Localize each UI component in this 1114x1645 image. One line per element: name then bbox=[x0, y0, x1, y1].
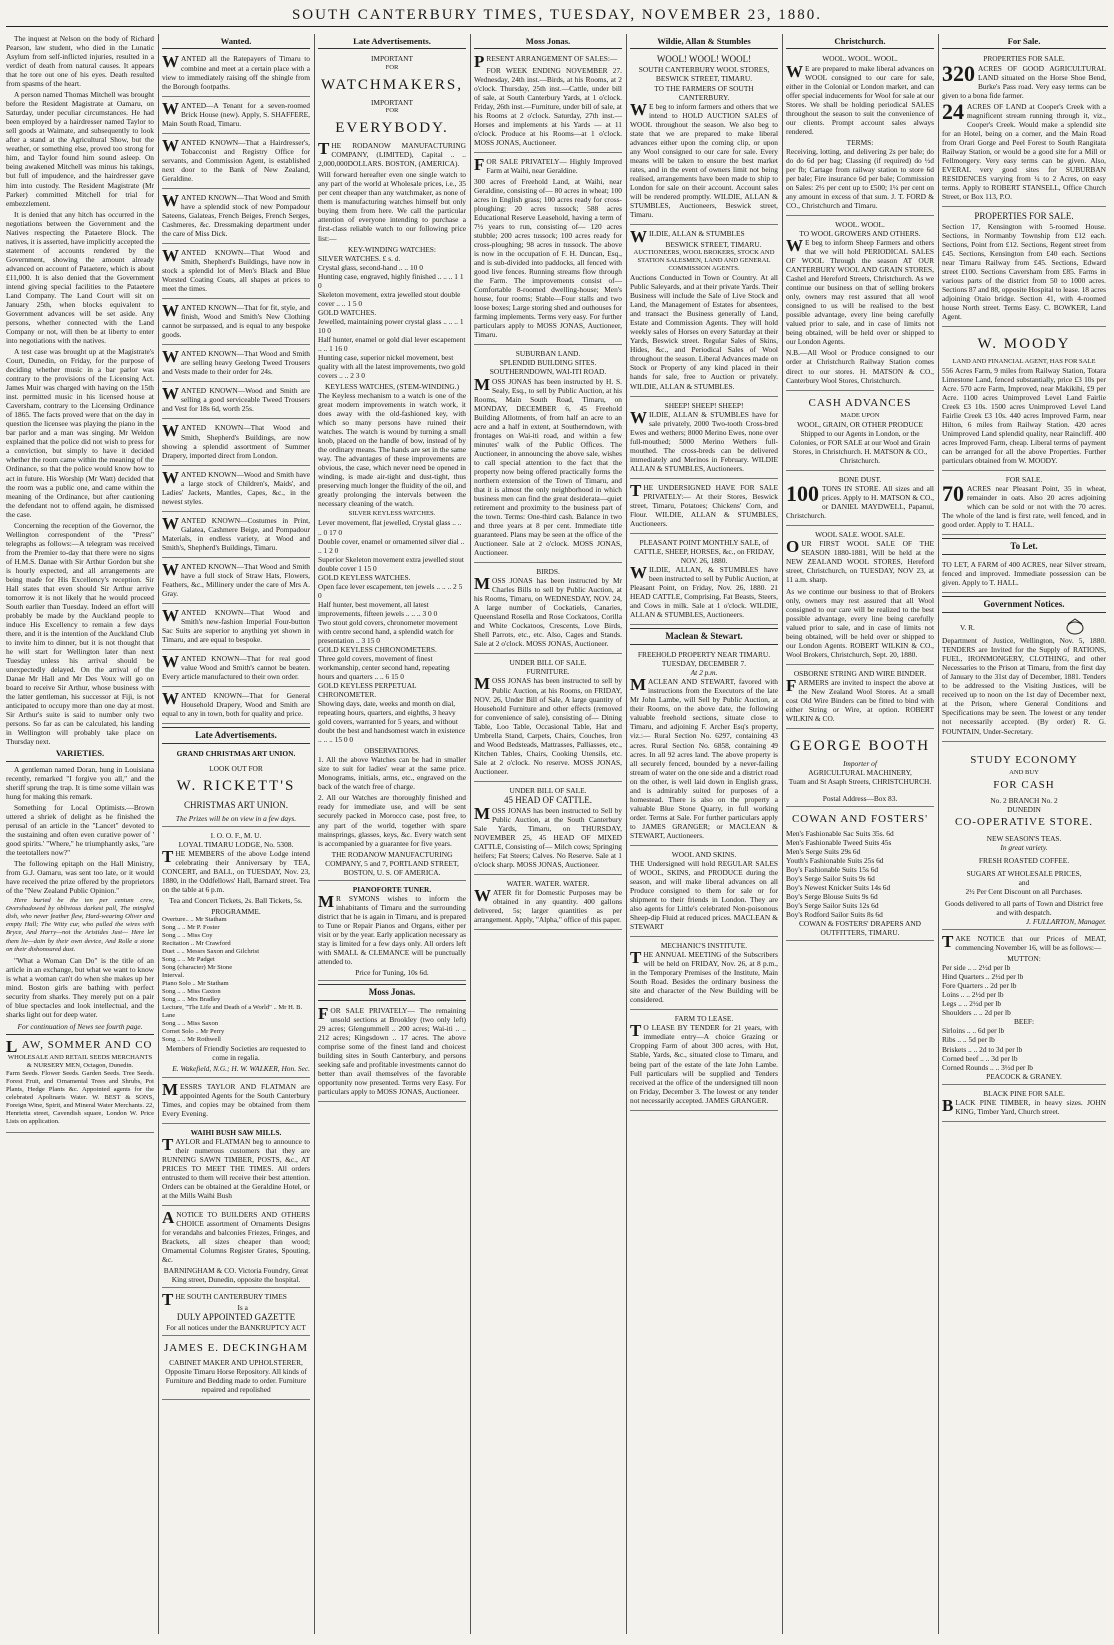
late-ads-heading: Late Advertisements. bbox=[162, 727, 310, 744]
wildie-heading: Wildie, Allan & Stumbles bbox=[630, 36, 778, 49]
price-row: Double cover, enamel or ornamented silver dial .. .. 1 2 0 bbox=[318, 536, 465, 555]
news-paragraph: A person named Thomas Mitchell was brought before the Resident Magistrate at Oamaru, on Saturday, under peculiar circumstances. He had been employed by a hairdresser named Taylor to sell goods at Waimate, and subsequently to look after a stand at the Agricultural Show, but the weather, or something else, proved too strong for him, and Taylor found him sound asleep. On being awakened Mitchell was minus his takings, but full of impudence, and the hairdresser gave him into custody. The Resident Magistrate (Mr Parker) committed Mitchell for trial for embezzlement. bbox=[6, 90, 154, 208]
price-row: Skeleton movement, extra jewelled stout double cover .. .. 1 5 0 bbox=[318, 289, 461, 308]
ad-wool-sale: WOOL SALE. WOOL SALE. OUR FIRST WOOL SALE OF THE SEASON 1880-1881, Will be held at the NEW ZEALAND WOOL STORES, Hereford street, Christchurch, on TUESDAY, NOV 23, at 11 a.m. sharp. As we continue our business to that of Brokers only, owners may rest assured that all Wool consigned to our care will be realized to the best possible advantage, every line being carefully valued prior to sale, and in case of limits not being obtained, will be held over or shipped to our London Agents. ROBERT WILKIN & CO., Wool Brokers, Christchurch, Sept. 20, 1880. bbox=[786, 528, 934, 664]
wanted-ad: WANTED KNOWN—That for real good value Wood and Smith's cannot be beaten. Every article manufactured to their own order. bbox=[162, 652, 310, 687]
column-rule bbox=[938, 34, 939, 1634]
wanted-ad: WANTED all the Ratepayers of Timaru to combine and meet at a certain place with a view to immediately raising off the shingle from the Borough footpaths. bbox=[162, 52, 310, 96]
price-row: GOLD KEYLESS PERPETUAL CHRONOMETER. bbox=[318, 681, 417, 700]
wanted-ad: WANTED KNOWN—That Wood and Smith, Shepherd's Buildings, are now showing a splendid assortment of Summer Drapery, imported direct from London. bbox=[162, 421, 310, 465]
column-wildie-allan bbox=[630, 34, 778, 1634]
ad-cash-advances: CASH ADVANCES MADE UPON WOOL, GRAIN, OR OTHER PRODUCE Shipped to our Agents in London, or the Colonies, or FOR SALE at our Wool and Grain Stores, in Christchurch. H. MATSON & CO., Christchurch. bbox=[786, 393, 934, 472]
wanted-ad: WANTED—A Tenant for a seven-roomed Brick House (new). Apply, S. SHAFFERE, Main South Road, Timaru. bbox=[162, 99, 310, 134]
government-notices-heading: Government Notices. bbox=[942, 596, 1106, 613]
for-sale-heading: For Sale. bbox=[942, 36, 1106, 49]
price-row: GOLD KEYLESS WATCHES. bbox=[318, 572, 411, 582]
column-moss-jonas bbox=[474, 34, 622, 1634]
christchurch-heading: Christchurch. bbox=[786, 36, 934, 49]
ad-pleasant-point: PLEASANT POINT MONTHLY SALE, of CATTLE, SHEEP, HORSES, &c., on FRIDAY, NOV. 26, 1880. WILDIE, ALLAN, & STUMBLES have been instructed to sell by Public Auction, at Pleasant Point, on Friday, Nov. 26, 1880. 21 HEAD CATTLE, Comprising, Fat Beasts, Steers, and Cows in milk. Sale at 1 o'clock. WILDIE, ALLAN & STUMBLES, Auctioneers. bbox=[630, 536, 778, 625]
ad-barningham: ANOTICE TO BUILDERS AND OTHERS CHOICE assortment of Ornaments Designs for verandahs and balconies Friezes, Fringes, and Brackets, all sizes cheaper than wood; Ornamental Columns Register Grates, Spouting, &c. BARNINGHAM & CO. Victoria Foundry, Great King street, Dunedin, opposite the hospital. bbox=[162, 1208, 310, 1288]
ad-ford-wool: WOOL. WOOL. WOOL. W E are prepared to make liberal advances on WOOL consigned to our care for sale, either in the Colonial or London market, and can offer special inducements for Wool for sale at our Stores. We shall be holding periodical SALES throughout the season to suit the convenience of our clients. Prompt account sales always rendered. TERMS: Receiving, lotting, and delivering 2s per bale; do do do 6d per bag; Classing (if required) do ½d per fb; Cartage from railway station to store 6d per bale; Fire insurance 6d per bale; Commission on Sales: 2½ per cent up to £500; 1¼ per cent on any amount in excess of that sum. J. T. FORD & CO., Christchurch and Timaru. bbox=[786, 52, 934, 216]
price-row: Men's Fashionable Sac Suits 35s. 6d bbox=[786, 828, 894, 838]
price-row: Briskets .. .. 2d to 3d per lb bbox=[942, 1044, 1023, 1054]
price-row: Boy's Serge Sailor Suits 12s 6d bbox=[786, 901, 879, 911]
price-row: Loins .. .. 2½d per lb bbox=[942, 990, 1004, 1000]
ad-water: WATER. WATER. WATER. WATER fit for Domestic Purposes may be obtained in any quantity. 400 gallons delivered, 5s; larger quantities as per arrangement. Apply, "Alpha," office of this paper. bbox=[474, 877, 622, 930]
price-row: Hunting case, engraved, highly finished .. .. .. 1 1 0 bbox=[318, 271, 464, 290]
mutton-price-list bbox=[942, 963, 1106, 1017]
programme-item: Song .. .. Mr Padget bbox=[162, 956, 215, 964]
ad-rodanow-watches: IMPORTANT FOR WATCHMAKERS, IMPORTANT FOR EVERYBODY. THE RODANOW MANUFACTURING COMPANY, (LIMITED), Capital .. .. 2,000,000DOLLARS. BOSTON, (AMERICA). Will forward hereafter even one single watch to any part of the world at Wholesale prices, i.e., 35 per cent cheaper than any watchmaker, as none of them is manufacturing watches himself but only buying them from here. We call the particular attention of everyone intending to purchase a first-class reliable watch to our following price list:— KEY-WINDING WATCHES: SILVER WATCHES. £ s. d. Crystal glass, second-hand .. .. 10 0 Hunting case, engraved, highly finished .. .. .. 1 1 0 Skeleton movement, extra jewelled stout double cover .. .. 1 5 0 GOLD WATCHES. Jewelled, maintaining power crystal glass .. .. .. 1 10 0 Half hunter, enamel or gold dial lever escapement .. .. 1 16 0 Hunting case, superior nickel movement, best quality with all the latest improvements, two gold covers .. .. 2 3 0 KEYLESS WATCHES, (STEM-WINDING.) The Keyless mechanism to a watch is one of the great modern improvements in watch work, it does away with the old-fashioned key, with which so many persons have ruined their watches. The watch is wound by turning a small knob, placed on the handle of bow, instead of by the ordinary means. The hands are set in the same way. The advantages of these improvements are obvious, the case, which never need be opened in winding, is made air-tight and dust-tight, thus preserving much longer the fluidity of the oil, and greatly prolonging the intervals between the necessary cleaning of the watch. SILVER KEYLESS WATCHES. Lever movement, flat jewelled, Crystal glass .. .. .. 0 17 0 Double cover, enamel or ornamented silver dial .. .. 1 2 0 Superior Skeleton movement extra jewelled stout double cover 1 15 0 GOLD KEYLESS WATCHES. Open face lever escapement, ten jewels .. .. .. 2 5 0 Half hunter, best movement, all latest improvements, fifteen jewels .. .. .. 3 0 0 Two stout gold covers, chronometer movement with centre second hand, a splendid watch for presentation .. 3 15 0 GOLD KEYLESS CHRONOMETERS. Three gold covers, movement of finest workmanship, center second hand, repeating hours and quarters .. .. 6 15 0 GOLD KEYLESS PERPETUAL CHRONOMETER. Showing days, date, weeks and month on dial, repeating hours, quarters, and eighths, 3 heavy gold covers, warranted for 5 years, and without doubt the best and handsomest watch in existence .. .. .. 15 0 0 OBSERVATIONS. 1. All the above Watches can be had in smaller size to suit for ladies' wear at the same price. Monograms, initials, arms, etc., engraved on the back of the watch free of charge. 2. All our Watches are thoroughly finished and ready for immediate use, and will be sent securely packed in Morocco case, post free, to any part of the world, together with spare mainsprings, glasses, keys, &c. Every watch sent is accompanied by a guarantee for five years. THE RODANOW MANUFACTURING COMPANY, 5 and 7, PORTLAND STREET, BOSTON, U. S. OF AMERICA. bbox=[318, 52, 466, 880]
moss-jonas-heading: Moss Jonas. bbox=[318, 984, 466, 1001]
price-row: SILVER WATCHES. £ s. d. bbox=[318, 253, 401, 263]
ad-wool-and-skins: WOOL AND SKINS. THE Undersigned will hold REGULAR SALES of WOOL, SKINS, and PRODUCE during the season, and will make liberal advances on all Produce consigned to them for sale or for shipment to their friends in London. They are also agents for Little's celebrated Non-poisonous Sheep-dip Fluid at reduced prices. MACLEAN & STEWART bbox=[630, 848, 778, 937]
price-row: Boy's Serge Sailor Suits 9s 6d bbox=[786, 873, 875, 883]
continuation-note: For continuation of News see fourth page. bbox=[17, 1021, 143, 1031]
price-row: Three gold covers, movement of finest workmanship, center second hand, repeating hours and quarters .. .. 6 15 0 bbox=[318, 653, 450, 682]
price-row: Boy's Fashionable Suits 15s 6d bbox=[786, 864, 879, 874]
ad-pianoforte-tuner: PIANOFORTE TUNER. M R SYMONS wishes to inform the inhabitants of Timaru and the surrounding district that he is again in Timaru, and is prepared to Tune or Repair Pianos and Organs, either per visit or by the year. Early application necessary as stay is limited for a few days only. All orders left with SMALL & CLEMANCE will be punctually attended to. Price for Tuning, 10s 6d. bbox=[318, 883, 466, 981]
programme-item: Song .. .. Miss Saxon bbox=[162, 1020, 219, 1028]
programme-item: Song .. .. Miss Caxton bbox=[162, 988, 221, 996]
price-row: GOLD KEYLESS CHRONOMETERS. bbox=[318, 644, 437, 654]
column-rule bbox=[314, 34, 315, 1634]
ad-birds: BIRDS. MOSS JONAS has been instructed by Mr Charles Bills to sell by Public Auction, at his Rooms, Timaru, on WEDNESDAY, NOV. 24, A large number of Cockatiels, Canaries, Queensland Rosella and Rose Cockatoos, Corilla and White Cockatoos, Crescents, Love Birds, Shell Parrots, etc., etc. Also, Cages and Stands. Sale at 2 o'clock. MOSS JONAS, Auctioneer. bbox=[474, 565, 622, 654]
wanted-ad: WANTED KNOWN—That Wood and Smith's new-fashion Imperial Four-button Sac Suits are superior to anything yet shown in Timaru, and are equal to bespoke. bbox=[162, 606, 310, 650]
variety-item: "What a Woman Can Do" is the title of an article in an exchange, but what we want to know is what a woman can't do when she makes up her mind. Boston girls are bathing with perfect security from sharks. They merely put on a pair of blue spectacles and look intellectual, and the sharks light out for deep water. bbox=[6, 955, 154, 1019]
price-row: Lever movement, flat jewelled, Crystal glass .. .. .. 0 17 0 bbox=[318, 518, 462, 537]
ad-freehold-property: FREEHOLD PROPERTY NEAR TIMARU. TUESDAY, DECEMBER 7. At 2 p.m. MACLEAN AND STEWART, favored with instructions from the Executors of the late Mr John Lambe, will Sell by Public Auction, at their Rooms, on the above date, the following valuable freehold sections, situate close to Timaru, and adjoining F. Archer Esq's property, viz.:— Rural Section No. 6297, containing 43 acres. Rural Section No. 6858, containing 49 acres. In all 92 acres land. The above property is all securely fenced, bounded by a never-failing stream of water on the one side and a district road on the other, is well laid down in English grass, and is admirably suited for purposes of a homestead. There is also on the property a valuable Blue Stone Quarry, in full working order. Terms at Sale. For further particulars apply to JAMES GRANGER; or MACLEAN & STEWART, Auctioneers. bbox=[630, 648, 778, 846]
moss-jonas-heading: Moss Jonas. bbox=[474, 36, 622, 49]
price-row: Sirloins .. .. 6d per lb bbox=[942, 1026, 1005, 1036]
column-christchurch bbox=[786, 34, 934, 1634]
maclean-heading: Maclean & Stewart. bbox=[630, 628, 778, 645]
columns bbox=[6, 34, 1108, 1634]
wanted-ad: WANTED KNOWN—That for General Household Drapery, Wood and Smith are equal to any in town, both for quality and price. bbox=[162, 689, 310, 724]
price-row: Hunting case, superior nickel movement, best quality with all the latest improvements, two gold covers .. .. 2 3 0 bbox=[318, 352, 465, 380]
variety-item: A gentleman named Doran, hung in Louisiana recently, remarked "I forgive you all," and the sheriff sprung the trap. It is time some villain was hung for making this remark. bbox=[6, 764, 154, 802]
ad-sales-arrangement: PRESENT ARRANGEMENT OF SALES:— FOR WEEK ENDING NOVEMBER 27. Wednesday, 24th inst.—Birds, at his Rooms, at 2 o'clock. Thursday, 25th inst.—Cattle, under bill of sale, at South Canterbury Yards, at 1 o'clock. Friday, 26th inst.—Furniture, under bill of sale, at his Rooms at 2 o'clock. Saturday, 27th inst.—Horses and implements at his Yards — at 11 o'clock. Produce at his Rooms—at 1 o'clock. MOSS JONAS, Auctioneer. bbox=[474, 52, 622, 152]
ad-mechanics-institute: MECHANIC'S INSTITUTE. THE ANNUAL MEETING of the Subscribers will be held on FRIDAY, Nov. 26, at 8 p.m., in the Temporary Premises of the Institute, Main South Road. Besides the ordinary business the site and character of the New Building will be considered. bbox=[630, 939, 778, 1010]
ad-cattle: UNDER BILL OF SALE. 45 HEAD OF CATTLE. MOSS JONAS has been instructed to Sell by Public Auction, at the South Canterbury Sale Yards, Timaru, on THURSDAY, NOVEMBER 25, 45 HEAD OF MIXED CATTLE, Consisting of— Milch cows; Springing heifers; Fat Steers; Calves. No Reserve. Sale at 1 o'clock sharp. MOSS JONAS, Auctioneer. bbox=[474, 784, 622, 875]
programme-item: Duet .. .. Messrs Saxon and Gilchrist bbox=[162, 948, 260, 956]
ad-sheep: SHEEP! SHEEP! SHEEP! WILDIE, ALLAN & STUMBLES have for sale privately, 2000 Two-tooth Cross-bred Ewes and wethers; 8000 Merino Ewes, none over full-mouthed; 5000 Merino Wethers full-mouthed. The cross-breds can be delivered immediately and Merinos in February. WILDIE ALLAN & STUMBLES, Auctioneers. bbox=[630, 399, 778, 479]
programme-item: Song .. .. Mr P. Foster bbox=[162, 923, 220, 931]
wanted-ad: WANTED KNOWN—That Wood and Smith are selling heavy Geelong Tweed Trousers and Vests made to their order for 24s. bbox=[162, 347, 310, 382]
programme-list bbox=[162, 916, 310, 1045]
price-row: Boy's Rodford Sailor Suits 8s 6d bbox=[786, 910, 883, 920]
variety-item: Something for Local Optimists.—Brown uttered a shriek of delight as he finished the perusal of an article in the "Lancet" devoted to the sustaining and often even curative power of ' good spirits.' "Where," he triumphantly asks, "are the teetotallers now?" bbox=[6, 803, 154, 858]
wanted-ad: WANTED KNOWN—That Wood and Smith, Shepherd's Buildings, have now in stock a splendid lot of Men's Black and Blue Worsted Coating Coats, all shapes at prices to meet the times. bbox=[162, 246, 310, 299]
news-paragraph: It is denied that any hitch has occurred in the negotiations between the Government and the Natives respecting the Pataetere Block. The natives, it is asserted, have implicitly accepted the statement of accounts rendered by the Government, showing the amount already advanced on account of Pataetere, which is about £11,000. It is also denied that the Government intend giving special facilities to the Pataetere Land Company. The Land Court will sit on January 25th, when blocks equivalent to Government advances will be set aside. Any persons, whether connected with the Land Company or not, will then be at liberty to enter into negotiations with the natives. bbox=[6, 209, 154, 346]
ad-art-union: GRAND CHRISTMAS ART UNION. LOOK OUT FOR W. RICKETT'S CHRISTMAS ART UNION. The Prizes will be on view in a few days. bbox=[162, 747, 310, 826]
ad-stansell-properties: PROPERTIES FOR SALE. 320 ACRES OF GOOD AGRICULTURAL LAND situated on the Horse Shoe Bend, Burke's Pass road. Very easy terms can be given to a bona fide farmer. 24 ACRES OF LAND at Cooper's Creek with a magnificent stream running through it, viz., Cooper's Creek. Would make a splendid site for an Hotel, being on a corner, and the Main Road from Orari Gorge and Peel Forest to South Rangitata Railway Station, or would be a good site for a Mill or Fellmongery. Very easy terms can be given. Also, EVERAL very good sites for SUBURBAN RESIDENCES varying from ¼ to 2 Acres, on easy terms. Apply to ROBERT STANSELL, Office Church Street, or Box 113, P.O. bbox=[942, 52, 1106, 207]
price-row: GOLD WATCHES. bbox=[318, 307, 377, 317]
column-rule bbox=[626, 34, 627, 1634]
price-row: Legs .. .. 2½d per lb bbox=[942, 999, 1002, 1009]
royal-crest-icon bbox=[1062, 618, 1088, 636]
price-row: Ribs .. .. 5d per lb bbox=[942, 1035, 995, 1045]
ad-deckingham: JAMES E. DECKINGHAM CABINET MAKER AND UPHOLSTERER, Opposite Timaru Horse Repository. All kinds of Furniture and Bedding made to order. Furniture repaired and repolished bbox=[162, 1338, 310, 1400]
to-let-heading: To Let. bbox=[942, 538, 1106, 555]
ad-sct-gazette: THE SOUTH CANTERBURY TIMES Is a DULY APPOINTED GAZETTE For all notices under the BANKRUPTCY ACT bbox=[162, 1290, 310, 1336]
programme-item: Song (character) Mr Stone bbox=[162, 964, 233, 972]
wanted-ad: WANTED KNOWN—That for fit, style, and finish, Wood and Smith's New Clothing cannot be surpassed, and is equal to any bespoke goods. bbox=[162, 301, 310, 345]
price-row: Hind Quarters .. 2½d per lb bbox=[942, 972, 1024, 982]
ad-osborne-binder: OSBORNE STRING AND WIRE BINDER. FARMERS are invited to inspect the above at the New Zealand Wool Stores. At a small cost Old Wire Binders can be fitted to bind with either String or Wire, at option. ROBERT WILKIN & CO. bbox=[786, 667, 934, 729]
programme-item: Overture.. .. Mr Statham bbox=[162, 915, 227, 923]
ad-matson-wool: WOOL. WOOL. TO WOOL GROWERS AND OTHERS. W E beg to inform Sheep Farmers and others that we will hold PERIODICAL SALES OF WOOL Through the season AT OUR CANTERBURY WOOL AND GRAIN STORES, Cashel and Hereford Streets, Christchurch. As we continue our business on that of selling brokers only, owners may rest assured that all wool consigned to us will be realised to the best possible advantage, every line being carefully valued prior to sale, and in case of limits not being obtained, will be held over or shipped to our London Agents. N.B.—All Wool or Produce consigned to our order at Christchurch Railway Station comes direct to our stores. H. MATSON & CO., Canterbury Wool Stores, Christchurch. bbox=[786, 218, 934, 391]
ad-moody: W. MOODY LAND AND FINANCIAL AGENT, HAS FOR SALE 556 Acres Farm, 9 miles from Railway Station, Totara Limestone Land, fenced substantially, price £3 10s per Acre. 570 acre Farm, Improved, near Makikihi, £9 per Acre. 1100 acres Unimproved Level Land Fairlie Creek £3 10s. 1500 acres Unimproved Level Land Fairlie Creek £3 10s. 440 acres Improved Farm, near Hilton, 6 miles from Railway Station. 420 acres Unimproved Land splendid quality, near Raincliff. 400 acres Improved Farm, cheap. Liberal terms of payment can be arranged for all the above Properties. Further particulars obtained from W. MOODY. bbox=[942, 329, 1106, 471]
price-row: Crystal glass, second-hand .. .. 10 0 bbox=[318, 262, 423, 272]
column-wanted bbox=[162, 34, 310, 1634]
ad-potatoes: THE UNDERSIGNED HAVE FOR SALE PRIVATELY:— At their Stores, Beswick street, Timaru, Potatoes; Chickens' Corn, and Flour. WILDIE, ALLAN & STUMBLES, Auctioneers. bbox=[630, 481, 778, 534]
price-row: Per side .. .. 2½d per lb bbox=[942, 963, 1011, 973]
wanted-heading: Wanted. bbox=[162, 36, 310, 49]
wanted-ad: WANTED KNOWN—That Wood and Smith have a splendid stock of new Pompadour Sateens, Galateas, French Beiges, French Serges, Cashmeres, &c. Dressmaking department under the care of Miss Dick. bbox=[162, 191, 310, 244]
price-row: Half hunter, best movement, all latest improvements, fifteen jewels .. .. .. 3 0 0 bbox=[318, 599, 438, 618]
ad-to-let: TO LET, A FARM of 400 ACRES, near Silver stream, fenced and improved. Immediate possession can be given. Apply to T. HALL. bbox=[942, 558, 1106, 593]
ad-government-tender: V. R. Department of Justice, Wellington, Nov. 5, 1880. TENDERS are Invited for the Supply of RATIONS, FUEL, IRONMONGERY, CLOTHING, and other Necessaries to the Prison at Timaru, from the first day of January to the 31st day of December, 1881. Tenders to be addressed to the Visiting Justices, will be received up to noon on the 1st day of December next, at the Prison, where General Conditions and Specifications may be seen. The lowest or any tender not necessarily accepted. (By order) R. G. FOUNTAIN, Under-Secretary. bbox=[942, 616, 1106, 741]
ad-wool-stores: WOOL! WOOL! WOOL! SOUTH CANTERBURY WOOL STORES, BESWICK STREET, TIMARU. TO THE FARMERS OF SOUTH CANTERBURY. W E beg to inform farmers and others that we intend to HOLD AUCTION SALES of WOOL throughout the season. We also beg to state that we are prepared to make liberal advances either upon the coming clip, or upon any Wool consigned to our care for sale. Every means will be taken to ensure the best market rates, and in the event of owners limit not being realised, arrangements have been made to ship to London for sale on their account. Account sales will be rendered promptly. WILDIE, ALLAN & STUMBLES, Auctioneers, Beswick street, Timaru. bbox=[630, 52, 778, 225]
ad-wildie-auctioneers: WILDIE, ALLAN & STUMBLES BESWICK STREET, TIMARU. AUCTIONEERS, WOOL BROKERS, STOCK AND STATION SALESMEN, LAND AND GENERAL COMMISSION AGENTS. Auctions Conducted in Town or Country. At all Public Saleyards, and at their private Yards. Their Business will include the Sale of Live Stock and Land, the Management of Estates for absentees, and transact the Business generally of Land, Estate and Commission Agents. They will hold weekly sales of Horses on every Saturday at their Yards, Beswick street. Regular Sales of Skins, Hides, &c., and Periodical Sales of Wool throughout the season. Liberal Advances made on Stock or Property of any kind placed in their hands for sale, free to Auction or privately. WILDIE, ALLAN & STUMBLES. bbox=[630, 227, 778, 397]
column-rule bbox=[782, 34, 783, 1634]
price-row: Boy's Serge Blouse Suits 9s 6d bbox=[786, 892, 878, 901]
wanted-ad: WANTED KNOWN—Wood and Smith are selling a good serviceable Tweed Trousers and Vest for 18s 6d, worth 25s. bbox=[162, 384, 310, 419]
column-rule bbox=[470, 34, 471, 1634]
price-list bbox=[318, 254, 466, 380]
variety-item: The following epitaph on the Hall Ministry, from G.J. Oamaru, was sent too late, or it would have received the prize offered by the proprietors of the "New Zealand Public Opinion." bbox=[6, 859, 154, 896]
ad-bone-dust: BONE DUST. 100 TONS IN STORE. All sizes and all prices. Apply to H. MATSON & CO., or DANIEL MAYDWELL, Papanui, Christchurch. bbox=[786, 473, 934, 526]
price-row: Half hunter, enamel or gold dial lever escapement .. .. 1 16 0 bbox=[318, 334, 466, 353]
news-paragraph: Concerning the reception of the Governor, the Wellington correspondent of the "Press" telegraphs as follows:—A telegram was received from the Premier to-day that there were no signs of H.M.S. Danae with Sir Arthur Gordon but she is hourly expected, and all arrangements are being made for His Excellency's reception. Sir Hall states that even should Sir Arthur arrive tomorrow it is not likely that he would proceed South earlier than Tuesday. Indeed an effort will probably be made by the Auckland people to induce His Excellency to remain a few days there, and it is the intention of the Auckland Club to invite him to dinner, but it is not thought that he will start for Wellington later than next Tuesday unless his arrival should be unexpectedly delayed. On the arrival of the Danae Mr Hall and Mr Des Voux will go on board to receive Sir Arthur, whose business with the latter gentleman, his successor at Fiji, is not anticipated to occupy more than one day at most. Sir Arthur's suite is said to number only two persons. So far as can be calculated, his landing in Wellington will probably take place on Thursday next. bbox=[6, 520, 154, 747]
price-row: Shoulders .. .. 2d per lb bbox=[942, 1008, 1011, 1018]
ad-southerndown: SUBURBAN LAND. SPLENDID BUILDING SITES. SOUTHERNDOWN, WAI-ITI ROAD. MOSS JONAS has been instructed by H. S. Sealy, Esq., to sell by Public Auction, at his Rooms, Main South Road, Timaru, on MONDAY, DECEMBER 6, 45 Freehold Building Allotments, of from half an acre to an acre and a half in extent, at Southerndown, with frontages on Wai-iti road, and within a few minutes' walk of the Public Offices. The Auctioneer, in announcing the above sale, wishes to call special attention to the fact that the property now being offered practically forms the northern extension of the Town of Timaru, and that it is almost the only neighborhood in which business men can find the great desiderata—quiet retirement and proximity to the business part of the town. Terms: One-third cash. Balance in two and three years at 8 per cent. Immediate title guaranteed. Plans may be seen at the office of the Auctioneer. Sale at 2 o'clock. MOSS JONAS, Auctioneer. bbox=[474, 347, 622, 563]
clothing-price-list bbox=[786, 829, 934, 919]
programme-item: Piano Solo .. Mr Statham bbox=[162, 980, 229, 988]
price-row: Men's Serge Suits 29s 6d bbox=[786, 846, 861, 856]
column-rule bbox=[158, 34, 159, 1634]
varieties-heading: VARIETIES. bbox=[6, 748, 154, 761]
ad-cooperative-store: STUDY ECONOMY AND BUY FOR CASH No. 2 BRANCH No. 2 DUNEDIN CO-OPERATIVE STORE. NEW SEASON'S TEAS. In great variety. FRESH ROASTED COFFEE. SUGARS AT WHOLESALE PRICES, and 2½ Per Cent Discount on all Purchases. Goods delivered to all parts of Town and District free and with despatch. J. FULLARTON, Manager. bbox=[942, 744, 1106, 931]
programme-item: Song .. .. Mrs Bradley bbox=[162, 996, 221, 1004]
news-paragraph: The inquest at Nelson on the body of Richard Pearson, law student, who died in the Lunatic Asylum from self-inflicted injuries, resulted in a verdict of death from natural causes. It appears that he tore out one of his eyes. Death resulted from spasms of the heart. bbox=[6, 34, 154, 89]
price-row: Boy's Newest Knicker Suits 14s 6d bbox=[786, 882, 891, 892]
ad-taylor-flatman: MESSRS TAYLOR AND FLATMAN are appointed Agents for the South Canterbury Times, and copies may be obtained from them Every Evening. bbox=[162, 1080, 310, 1124]
ad-farm-waihi: FOR SALE PRIVATELY— Highly Improved Farm at Waihi, near Geraldine. 300 acres of Freehold Land, at Waihi, near Geraldine, consisting of— 80 acres in wheat; 100 acres in English grass; 100 acres ready for cross-ploughing; 20 acres tussock; 588 acres Educational Reserve Leasehold, having a term of 7½ years to run, consisting of— 120 acres stubble; 200 acres tussock; 100 acres ready for cross-ploughing; 98 acres in tussock. The above is now in the occupation of F. H. Duncan, Esq., and is sub-divided into paddocks, all fenced with good live fences. Running streams flow through the Farm. The improvements consist of— Comfortable 8-roomed dwelling-house; Men's house, four rooms; Stable—Four stalls and two loose boxes; Large storing shed and outhouses for farming implements. Terms very easy. For further particulars apply to MOSS JONAS, Auctioneer, Timaru. bbox=[474, 155, 622, 346]
programme-item: Lecture, "The Life and Death of a World" .. Mr H. B. Lane bbox=[162, 1004, 303, 1020]
late-ads-heading: Late Advertisements. bbox=[318, 36, 466, 49]
programme-item: Recitation .. Mr Crawford bbox=[162, 940, 231, 947]
price-row: Fore Quarters .. 2d per lb bbox=[942, 981, 1017, 991]
ad-waihi-saw-mills: WAIHI BUSH SAW MILLS. TAYLOR and FLATMAN beg to announce to their numerous customers that they are RUNNING SAWN TIMBER, POSTS, &c., AT PRICES TO MEET THE TIMES. All orders entrusted to them will receive their best attention. Orders can be obtained at the Geraldine Hotel, or at the Mills Waihi Bush bbox=[162, 1126, 310, 1206]
price-list bbox=[318, 518, 466, 744]
column-for-sale bbox=[942, 34, 1106, 1634]
ad-bowker-properties: PROPERTIES FOR SALE. Section 17, Kensington with 5-roomed House. Sections, in Normanby Township from £12 each. Sections, Point from £12. Sections, Regent street from £45. Sections, Kensington from £40 each. Sections near Timaru Railway from £45. Sections, Edward street £100. Sections Caversham from £85. Farms in various parts of the district from 50 to 1000 acres. Sections 87 and 88, opposite Hospital to lease. 18 acres adjoining Otaio bridge. Section 41, with 4-roomed house North street. Terms Easy. C. BOWKER, Land Agent. bbox=[942, 209, 1106, 327]
ad-law-sommer: LAW, SOMMER AND CO WHOLESALE AND RETAIL SEEDS MERCHANTS & NURSERY MEN, Octagon, Dunedin. Farm Seeds. Flower Seeds. Garden Seeds. Tree Seeds. Forest Fruit, and Ornamental Trees and Shrubs, Pot Plants, Hedge Plants &c. Appointed agents for the celebrated Apolinaris Water. W. BEST & SONS, Foreign Wine, Spirit, and Mineral Water Merchants. 22, Henrietta street, Cavendish square, London W. Price Lists on application. bbox=[6, 1034, 154, 1133]
price-row: Superior Skeleton movement extra jewelled stout double cover 1 15 0 bbox=[318, 554, 464, 573]
column-watches bbox=[318, 34, 466, 1634]
price-row: Men's Fashionable Tweed Suits 45s bbox=[786, 837, 892, 847]
ad-meat-prices: TAKE NOTICE that our Prices of MEAT, commencing November 16, will be as follows:— MUTTON: Per side .. .. 2½d per lb Hind Quarters .. 2½d per lb Fore Quarters .. 2d per lb Loins .. .. 2½d per lb Legs .. .. 2½d per lb Shoulders .. .. 2d per lb BEEF: Sirloins .. .. 6d per lb Ribs .. .. 5d per lb Briskets .. .. 2d to 3d per lb Corned beef .. .. 3d per lb Corned Rounds .. .. 3½d per lb PEACOCK & GRANEY. bbox=[942, 932, 1106, 1085]
news-paragraph: A test case was brought up at the Magistrate's Court, Dunedin, on Friday, for the purpose of deciding whether music in a bar parlor was contrary to the provisions of the Licensing Act. James Muir was charged with having on the 15th inst. permitted music in his licensed house at Caversham, contrary to the Licensing Ordinance of 1865. The facts proved were that on the day in question the licensee was playing the piano in the bar parlor and a man was singing. Mr Weldon explained that the police did not wish to press for a conviction, but simply to have it decided whether the room came within the meaning of the Ordinance, so that the police would know how to act in future. His Worship (Mr Watt) decided that the room was a public one, and came within the meaning of the Ordinance, but after cautioning the defendant not to offend again, he dismissed the case. bbox=[6, 347, 154, 519]
wanted-ad: WANTED KNOWN—Costumes in Print, Galatea, Cashmere Beige, and Pompadour Materials, in endless variety, at Wood and Smith's, Shepherd's Buildings, Timaru. bbox=[162, 514, 310, 558]
price-row: Youth's Fashionable Suits 25s 6d bbox=[786, 855, 884, 865]
price-row: Showing days, date, weeks and month on dial, repeating hours, quarters, and eighths, 3 heavy gold covers, warranted for 5 years, and without doubt the best and handsomest watch in existence .. .. .. 15 0 0 bbox=[318, 699, 466, 745]
price-row: Jewelled, maintaining power crystal glass .. .. .. 1 10 0 bbox=[318, 316, 464, 335]
programme-item: Song .. .. Miss Coy bbox=[162, 931, 213, 939]
wanted-ad: WANTED KNOWN—That a Hairdresser's, Tobacconist and Registry Office for servants, and Commission Agent, is established next door to the Bank of New Zealand, Geraldine. bbox=[162, 136, 310, 189]
price-row: Corned beef .. .. 3d per lb bbox=[942, 1053, 1018, 1063]
price-row: Two stout gold covers, chronometer movement with centre second hand, a splendid watch for presentation .. 3 15 0 bbox=[318, 617, 458, 645]
ad-for-sale-sections: FOR SALE PRIVATELY— The remaining unsold sections at Brookley (two only left) 29 acres; Glengummell .. 200 acres; Wai-iti .. .. 212 acres; Kingsdown .. 17 acres. The above comprise some of the finest land and choicest building sites in South Canterbury, and persons seeking safe and profitable investments cannot do better than avail themselves of the favorable opportunity now presented. Terms very Easy. For particulars apply to MOSS JONAS, Auctioneer. bbox=[318, 1004, 466, 1102]
ad-black-pine: BLACK PINE FOR SALE. BLACK PINE TIMBER, in heavy sizes. JOHN KING, Timber Yard, Church street. bbox=[942, 1087, 1106, 1122]
programme-item: Song .. .. Mr Rothwell bbox=[162, 1036, 221, 1044]
wanted-ad: WANTED KNOWN—That Wood and Smith have a full stock of Straw Hats, Flowers, Feathers, &c., Millinery under the care of Mrs A. Gray. bbox=[162, 560, 310, 604]
ad-farm-to-lease: FARM TO LEASE. T O LEASE BY TENDER for 21 years, with immediate entry—A choice Grazing or Cropping Farm of about 300 acres, with Hut, Stable, Yards, &c., situated close to Timaru, and being part of the estate of the late John Lambe. Full particulars will be supplied and Tenders received at the office of the undersigned till noon on Friday, December 3. The lowest or any tender not necessarily accepted. JAMES GRANGER. bbox=[630, 1012, 778, 1110]
programme-item: Interval. bbox=[162, 972, 185, 980]
masthead: SOUTH CANTERBURY TIMES, TUESDAY, NOVEMBER 23, 1880. bbox=[6, 4, 1108, 27]
ad-oddfellows: I. O. O. F., M. U. LOYAL TIMARU LODGE, No. 5308. THE MEMBERS of the above Lodge intend celebrating their Anniversary by TEA, CONCERT, and BALL, on TUESDAY, Nov. 23, 1880, in the Oddfellows' Hall, Barnard street. Tea on the table at 6 p.m. Tea and Concert Tickets, 2s. Ball Tickets, 5s. PROGRAMME. Overture.. .. Mr Statham Song .. .. Mr P. Foster Song .. .. Miss Coy Recitation .. Mr Crawford Duet .. .. Messrs Saxon and Gilchrist Song .. .. Mr Padget Song (character) Mr Stone Interval. Piano Solo .. Mr Statham Song .. .. Miss Caxton Song .. .. Mrs Bradley Lecture, "The Life and Death of a World" .. Mr H. B. Lane Song .. .. Miss Saxon Cornet Solo .. Mr Perry Song .. .. Mr Rothwell Members of Friendly Societies are requested to come in regalia. E. Wakefield, N.G.; H. W. WALKER, Hon. Sec. bbox=[162, 829, 310, 1078]
newspaper-page bbox=[6, 4, 1108, 1638]
price-row: Open face lever escapement, ten jewels .. .. .. 2 5 0 bbox=[318, 581, 463, 600]
ad-hall-for-sale: FOR SALE. 70 ACRES near Pleasant Point, 35 in wheat, remainder in oats. Also 20 acres adjoining which can be sold or not with the 70 acres. The whole of the land is first rate, well fenced, and in good order. Apply to T. HALL. bbox=[942, 473, 1106, 535]
ad-furniture: UNDER BILL OF SALE. FURNITURE. MOSS JONAS has been instructed to sell by Public Auction, at his Rooms, on FRIDAY, NOV. 26, Under Bill of Sale, A large quantity of Household Furniture and other effects (removed for convenience of sale), consisting of— Dining Table, Loo Table, Occasional Table, Hat and Umbrella Stand, Carpets, Chairs, Couches, Iron and Wood Bedsteads, Mattrasses, Palliasses, etc., Kitchen Tables, Chairs, Cooking Utensils, etc. Sale at 2 o'clock. No reserve. MOSS JONAS, Auctioneer. bbox=[474, 656, 622, 781]
epitaph-poem: Here buried be the ten per centum crew, Overshadowed by oblivious darkest pall, The mingled dish, who never feather flew, Hard-wearing Oliver and empty Hall; The Witty cur, who pulled the wires with Bryce, And Harry—not the Aristides Just— Here let them lie—dain by their own device, And Rolle a stone on their dishonoured dust. bbox=[6, 897, 154, 953]
ad-cowan-fosters: COWAN AND FOSTERS' Men's Fashionable Sac Suits 35s. 6d Men's Fashionable Tweed Suits 45s Men's Serge Suits 29s 6d Youth's Fashionable Suits 25s 6d Boy's Fashionable Suits 15s 6d Boy's Serge Sailor Suits 9s 6d Boy's Newest Knicker Suits 14s 6d Boy's Serge Blouse Suits 9s 6d Boy's Serge Sailor Suits 12s 6d Boy's Rodford Sailor Suits 8s 6d COWAN & FOSTERS' DRAPERS AND OUTFITTERS, TIMARU. bbox=[786, 809, 934, 941]
column-news bbox=[6, 34, 154, 1634]
wanted-ads bbox=[162, 52, 310, 724]
programme-item: Cornet Solo .. Mr Perry bbox=[162, 1028, 225, 1036]
beef-price-list bbox=[942, 1026, 1106, 1071]
ad-george-booth: GEORGE BOOTH Importer of AGRICULTURAL MACHINERY, Tuam and St Asaph Streets, CHRISTCHURCH. Postal Address—Box 83. bbox=[786, 731, 934, 807]
price-row: Corned Rounds .. .. 3½d per lb bbox=[942, 1062, 1033, 1072]
wanted-ad: WANTED KNOWN—Wood and Smith have a large stock of Children's, Maids', and Ladies' Jackets, Mantles, Capes, &c., in the newest styles. bbox=[162, 468, 310, 512]
